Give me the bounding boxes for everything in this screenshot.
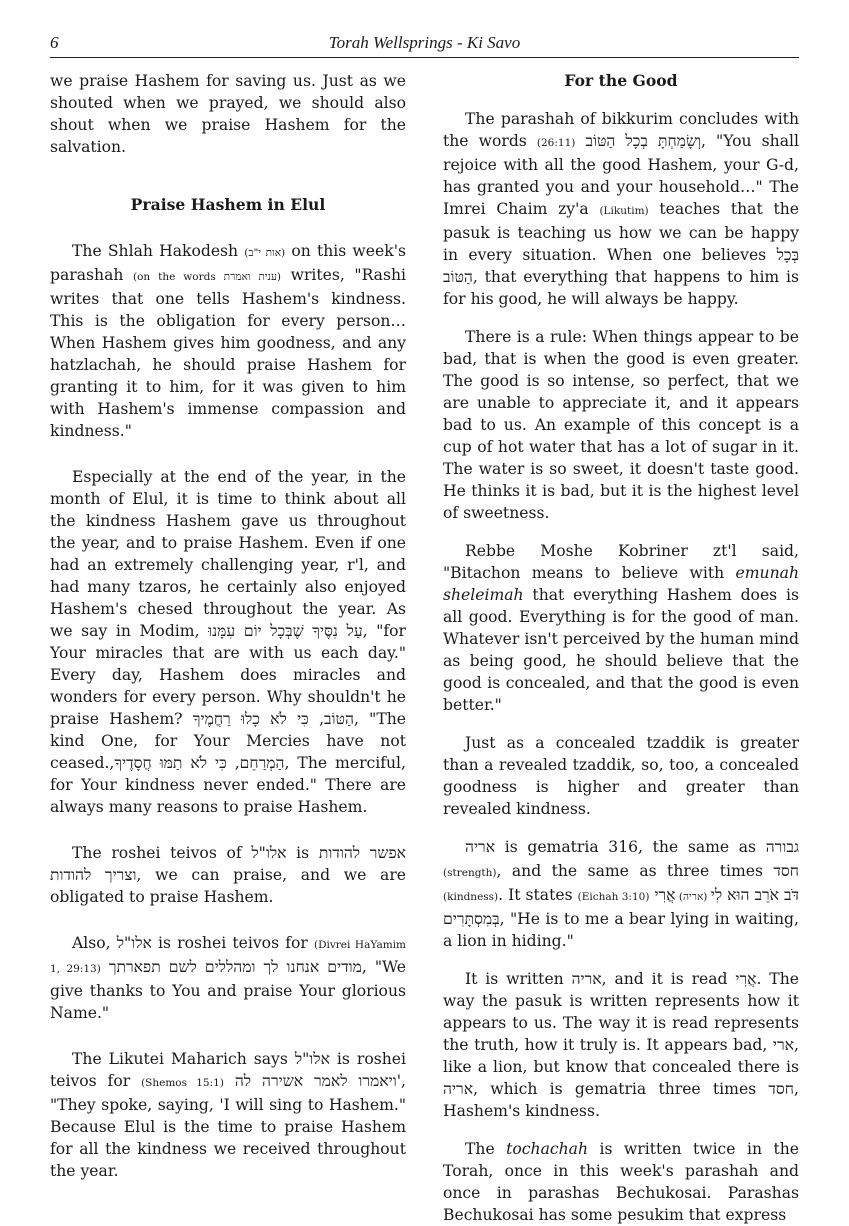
paragraph: The Likutei Maharich says אלו"ל is roshei teivos for (Shemos 15:1) ויאמרו לאמר אשירה לה', "They spoke, saying, 'I will sing to Hashem." Because Elul is the time to praise Hashem for all the kindness we received throughout the year. (50, 1050, 407, 1180)
right-column (443, 70, 799, 1226)
section-heading-for-the-good: For the Good (564, 71, 678, 90)
running-title: Torah Wellsprings - Ki Savo (328, 33, 521, 52)
paragraph: Rebbe Moshe Kobriner zt'l said, "Bitachon means to believe with emunah sheleimah that everything Hashem does is all good. Everything is for the good of man. Whatever isn't perceived by the human mind as being good, he should believe that the good is concealed, and that the good is even better." (443, 542, 799, 714)
paragraph: There is a rule: When things appear to be bad, that is when the good is even greater. The good is so intense, so perfect, that we are unable to appreciate it, and it appears bad to us. An example of this concept is a cup of hot water that has a lot of sugar in it. The water is so sweet, it doesn't taste good. He thinks it is bad, but it is the highest level of sweetness. (443, 328, 799, 522)
paragraph: The parashah of bikkurim concludes with the words (26:11) וְשָׂמַחְתָּ בְכָל הַטּוֹב, "You shall rejoice with all the good Hashem, your G-d, has granted you and your household…" The Imrei Chaim zy'a (Likutim) teaches that the pasuk is teaching us how we can be happy in every situation. When one believes בְּכָל הַטּוֹב, that everything that happens to him is for his good, he will always be happy. (443, 110, 799, 308)
running-header (50, 33, 799, 58)
paragraph: Especially at the end of the year, in the month of Elul, it is time to think about all the kindness Hashem gave us throughout the year, and to praise Hashem. Even if one had an extremely challenging year, r'l, and had many tzaros, he certainly also enjoyed Hashem's chesed throughout the year. As we say in Modim, עַל נִסֶּיךָ שֶׁבְּכָל יוֹם עִמָּנוּ, "for Your miracles that are with us each day." Every day, Hashem does miracles and wonders for every person. Why shouldn't he praise Hashem? הַטּוֹב, כִּי לֹא כָלוּ רַחֲמֶיךָ, "The kind One, for Your Mercies have not ceased., הַמְרַחֵם, כִּי לֹא תַמּוּ חֲסָדֶיךָ , The merciful, for Your kindness never ended." There are always many reasons to praise Hashem. (50, 468, 407, 816)
paragraph: The tochachah is written twice in the Torah, once in this week's parashah and once in parashas Bechukosai. Parashas Bechukosai has some pesukim that express (443, 1140, 799, 1224)
paragraph: we praise Hashem for saving us. Just as we shouted when we prayed, we should also shout when we praise Hashem for the salvation. (50, 72, 406, 156)
page-number: 6 (50, 33, 59, 52)
paragraph: Also, אלו"ל is roshei teivos for (Divrei HaYamim 1, 29:13) מודים אנחנו לך ומהללים לשם תפארתך, "We give thanks to You and praise Your glorious Name." (50, 934, 406, 1022)
section-heading-praise-elul: Praise Hashem in Elul (130, 195, 326, 214)
paragraph: The Shlah Hakodesh (אות י"ב) on this week's parashah (on the words ענית ואמרת) writes, "Rashi writes that one tells Hashem's kindness. This is the obligation for every person… When Hashem gives him goodness, and any hatzlachah, he should praise Hashem for granting it to him, for it was given to him with Hashem's immense compassion and kindness." (50, 242, 407, 440)
paragraph: אריה is gematria 316, the same as גבורה (strength), and the same as three times חסד (kindness). It states (Eichah 3:10) דֹּב אֹרֵב הוּא לִי (אריה) אֲרִי בְּמִסְתָּרִים, "He is to me a bear lying in waiting, a lion in hiding." (443, 838, 799, 950)
left-column (50, 70, 406, 1182)
paragraph: Just as a concealed tzaddik is greater than a revealed tzaddik, so, too, a concealed goodness is higher and greater than revealed kindness. (443, 734, 799, 818)
paragraph: The roshei teivos of אלו"ל is אפשר להודות וצריך להודות, we can praise, and we are obligated to praise Hashem. (50, 844, 407, 906)
paragraph: It is written אריה, and it is read אֲרִי. The way the pasuk is written represents how it appears to us. The way it is read represents the truth, how it truly is. It appears bad, ארי, like a lion, but know that concealed there is אריה, which is gematria three times חסד, Hashem's kindness. (443, 970, 799, 1120)
